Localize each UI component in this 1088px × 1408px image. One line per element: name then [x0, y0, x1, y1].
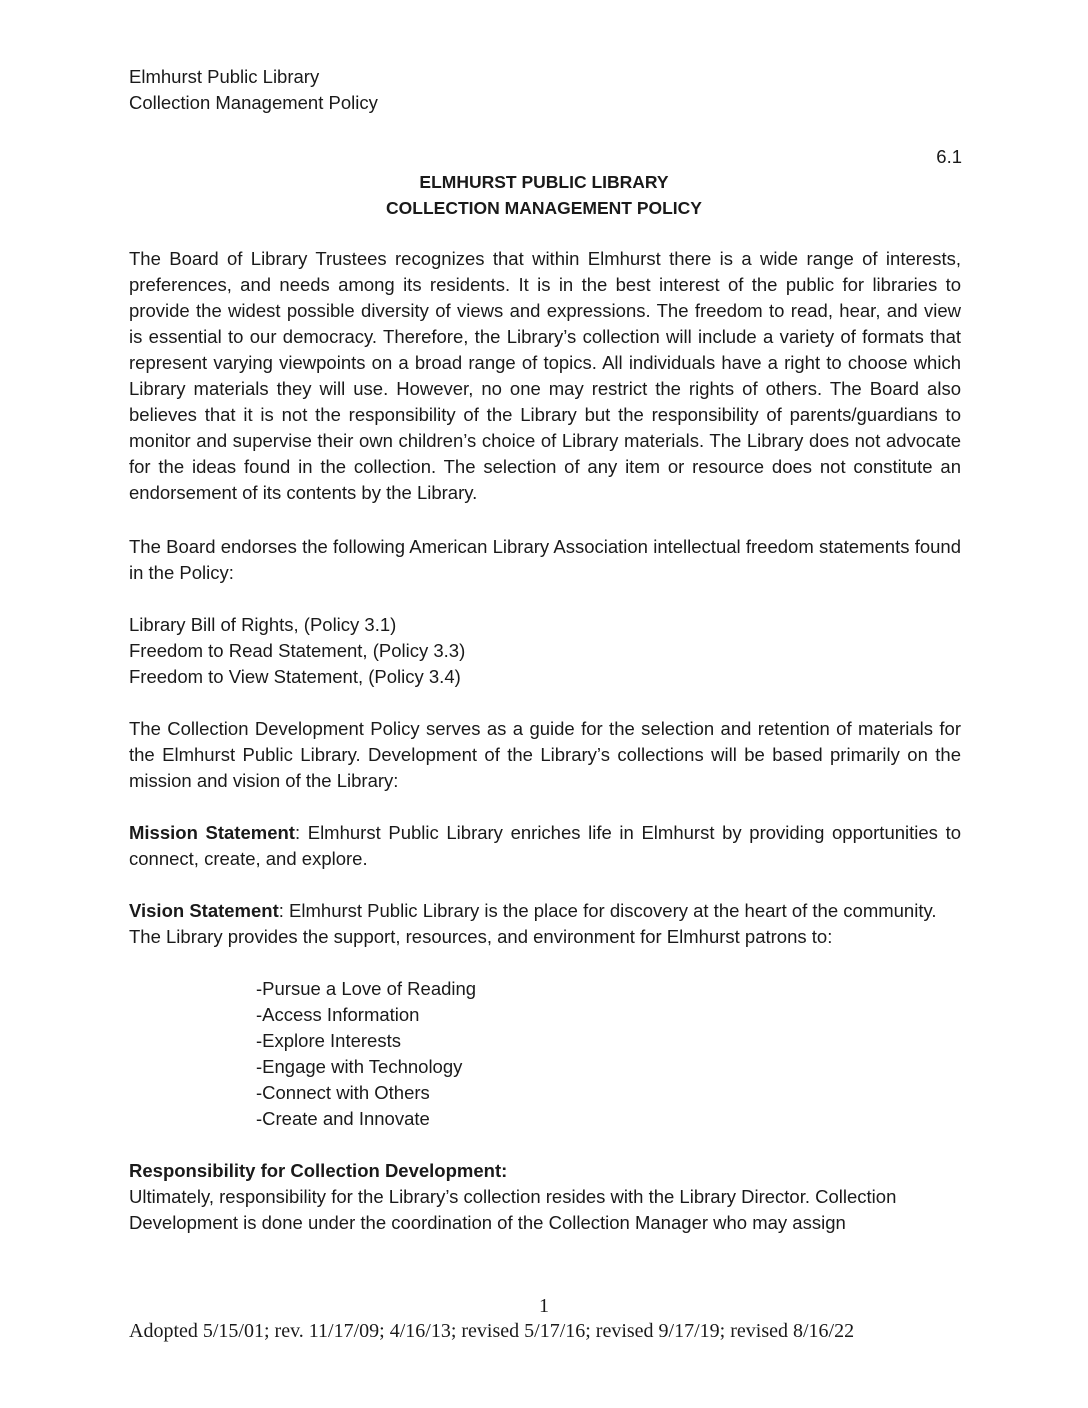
- development-paragraph: The Collection Development Policy serves as a guide for the selection and retention of materials for the Elmhurst Public Library. Development of the Library’s collections will be based primarily on the mission and vision of the Library:: [129, 718, 961, 791]
- statement-item: Freedom to Read Statement, (Policy 3.3): [129, 640, 466, 661]
- vision-list-item: -Pursue a Love of Reading: [256, 978, 477, 999]
- responsibility-paragraph: Ultimately, responsibility for the Library’s collection resides with the Library Director. Collection Development is done under the coordination of the Collection Manager who may assign: [129, 1186, 897, 1233]
- vision-statement: [129, 898, 961, 950]
- endorses-paragraph: The Board endorses the following American Library Association intellectual freedom statements found in the Policy:: [129, 536, 961, 583]
- vision-list-item: -Access Information: [256, 1004, 420, 1025]
- vision-list-item: -Connect with Others: [256, 1082, 430, 1103]
- mission-label: Mission Statement: [129, 822, 295, 843]
- mission-statement: [129, 820, 961, 872]
- policy-code: 6.1: [936, 146, 962, 167]
- document-title-line1: ELMHURST PUBLIC LIBRARY: [419, 172, 669, 192]
- vision-text: : Elmhurst Public Library is the place for discovery at the heart of the community. The Library provides the support, resources, and environment for Elmhurst patrons to:: [129, 900, 937, 947]
- statement-item: Freedom to View Statement, (Policy 3.4): [129, 666, 461, 687]
- statement-item: Library Bill of Rights, (Policy 3.1): [129, 614, 397, 635]
- vision-list-item: -Explore Interests: [256, 1030, 401, 1051]
- document-title-line2: COLLECTION MANAGEMENT POLICY: [386, 198, 702, 218]
- vision-list-item: -Engage with Technology: [256, 1056, 463, 1077]
- header-library-name: Elmhurst Public Library: [129, 66, 320, 87]
- header-policy-name: Collection Management Policy: [129, 92, 378, 113]
- vision-label: Vision Statement: [129, 900, 279, 921]
- intro-paragraph: The Board of Library Trustees recognizes that within Elmhurst there is a wide range of interests, preferences, and needs among its residents. It is in the best interest of the public for libraries to provide the widest possible diversity of views and expressions. The freedom to read, hear, and view is essential to our democracy. Therefore, the Library’s collection will include a variety of formats that represent varying viewpoints on a broad range of topics. All individuals have a right to choose which Library materials they will use. However, no one may restrict the rights of others. The Board also believes that it is not the responsibility of the Library but the responsibility of parents/guardians to monitor and supervise their own children’s choice of Library materials. The Library does not advocate for the ideas found in the collection. The selection of any item or resource does not constitute an endorsement of its contents by the Library.: [129, 248, 961, 503]
- vision-list: [256, 976, 476, 1132]
- page-number: 1: [539, 1295, 549, 1317]
- adoption-history: Adopted 5/15/01; rev. 11/17/09; 4/16/13; revised 5/17/16; revised 9/17/19; revised 8/16/22: [129, 1320, 855, 1342]
- mission-text: : Elmhurst Public Library enriches life in Elmhurst by providing opportunities to connect, create, and explore.: [129, 822, 961, 869]
- vision-list-item: -Create and Innovate: [256, 1108, 430, 1129]
- responsibility-heading: Responsibility for Collection Development:: [129, 1160, 508, 1181]
